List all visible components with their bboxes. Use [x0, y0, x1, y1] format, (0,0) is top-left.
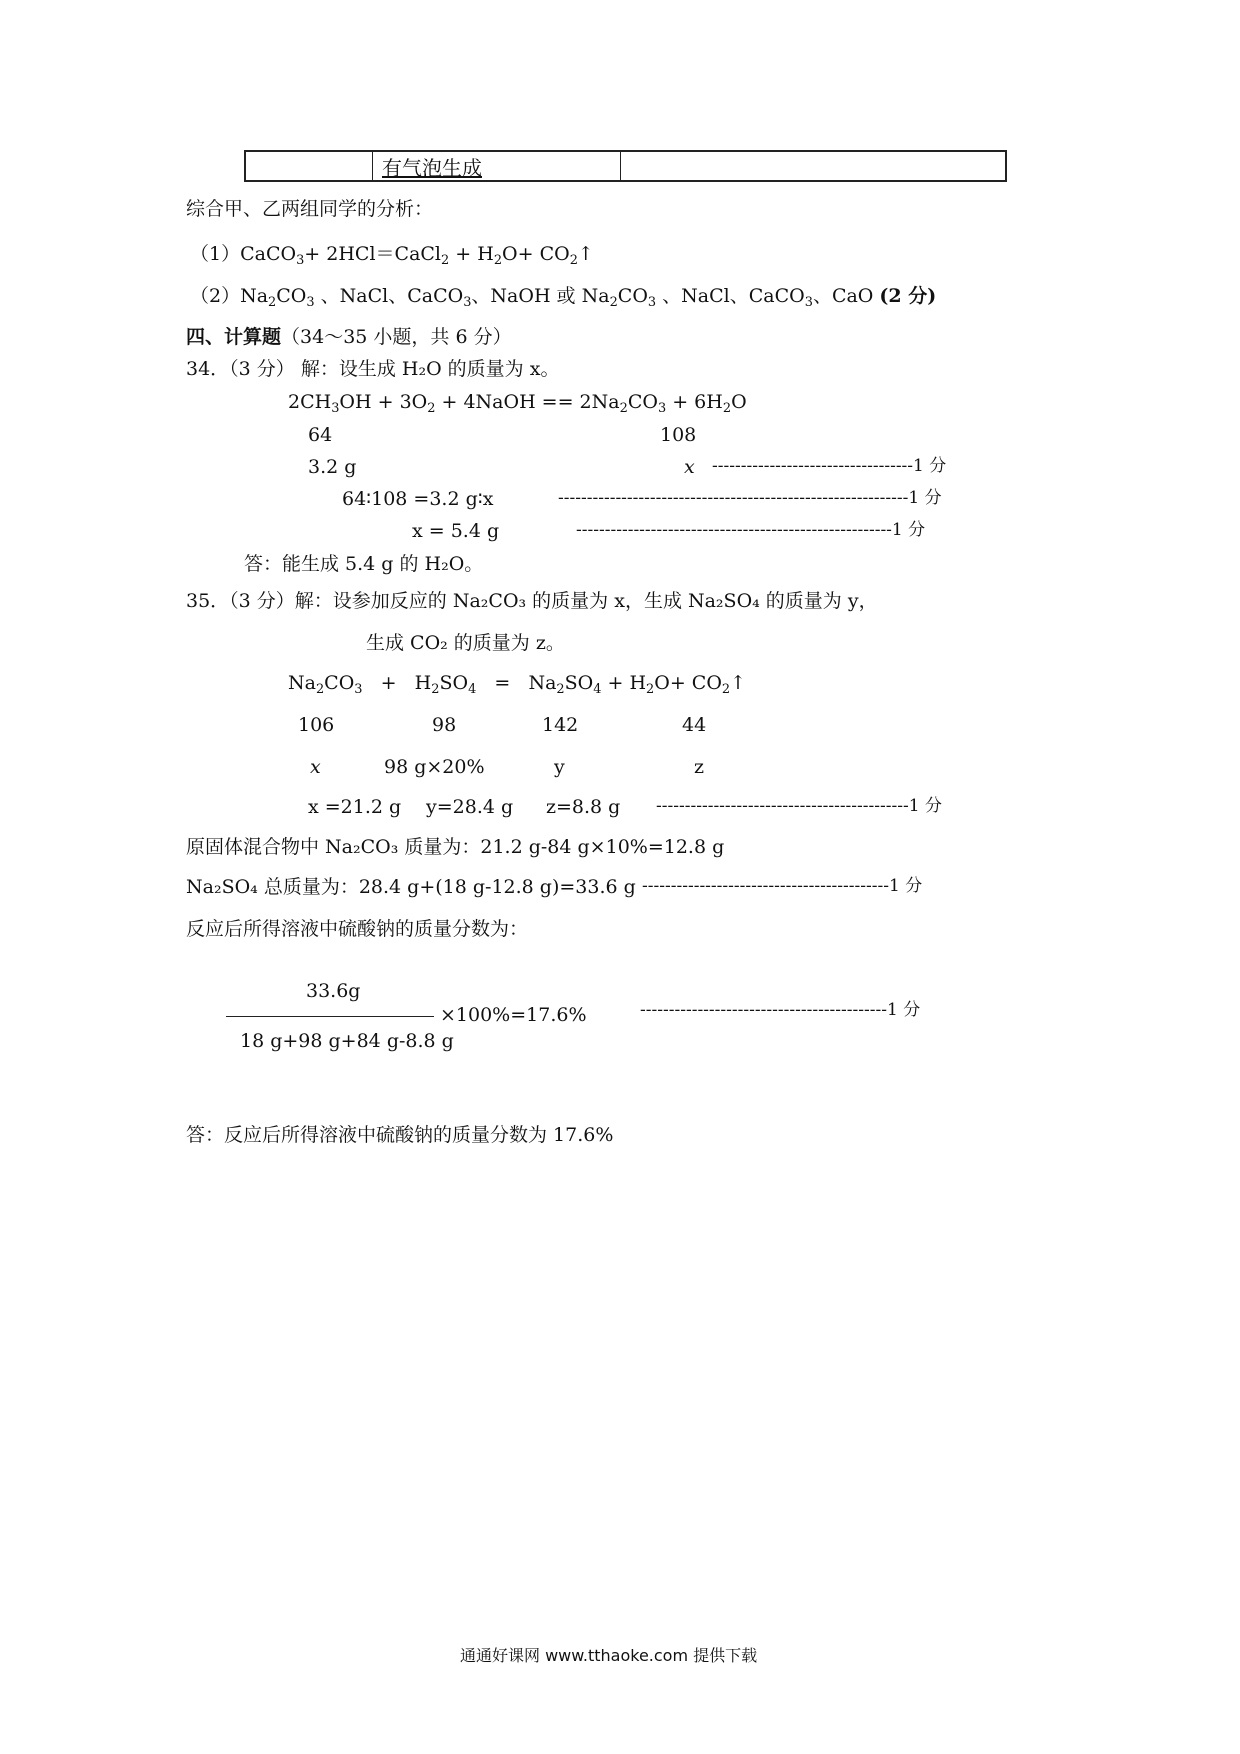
q35-molar-2: 98 — [432, 714, 457, 736]
summary-heading: 综合甲、乙两组同学的分析： — [186, 198, 434, 220]
q35-label: 35．（3 分）解：设参加反应的 Na₂CO₃ 的质量为 x，生成 Na₂SO₄ 的质量为 y， — [186, 590, 878, 612]
q35-value-3: y — [554, 756, 565, 778]
q35-molar-3: 142 — [542, 714, 579, 736]
summary-line-2: $(2)Na_2CO_3$ 、NaCl、CaCO$_3$、NaOH 或 $Na_2CO_3$ 、NaCl、CaCO$_3$、CaO (2 分) — [190, 285, 937, 310]
section-heading: 四、计算题（34～35 小题，共 6 分） — [186, 326, 512, 348]
q35-total-mass: Na₂SO₄ 总质量为：28.4 g+(18 g-12.8 g)=33.6 g — [186, 876, 636, 898]
q35-result-x: x =21.2 g — [308, 796, 402, 818]
table-cell-empty — [246, 152, 373, 180]
q34-ratio: 64∶108 =3.2 g∶x — [342, 488, 494, 510]
q35-equation: $Na_2CO_3$ + $H_2SO_4$ = $Na_2SO_4 + H_2O+$ $CO_2↑$ — [288, 672, 747, 697]
summary-line-1: （1）CaCO$_3$+ 2HCl＝CaCl$_2$ + $H_2O+$ $CO_2↑$ — [190, 243, 594, 268]
q35-score-2: -------------------------------------------1 分 — [642, 876, 923, 896]
q35-fraction-intro: 反应后所得溶液中硫酸钠的质量分数为： — [186, 918, 529, 940]
q35-score-3: -------------------------------------------1 分 — [640, 1000, 921, 1020]
fraction-bar — [226, 1016, 434, 1017]
q34-equation: $2CH_3OH + 3O_2$ + 4NaOH == $2Na_2CO_3 + 6H_2O$ — [288, 391, 747, 416]
q35-numerator: 33.6g — [306, 980, 361, 1002]
table-cell-text: 有气泡生成 — [382, 156, 482, 180]
q35-original-mass: 原固体混合物中 Na₂CO₃ 质量为：21.2 g-84 g×10%=12.8 g — [186, 836, 725, 858]
q35-label-2: 生成 CO₂ 的质量为 z。 — [366, 632, 565, 654]
q34-value-1: 3.2 g — [308, 456, 357, 478]
q35-answer: 答：反应后所得溶液中硫酸钠的质量分数为 17.6% — [186, 1124, 614, 1146]
page-footer: 通通好课网 www.tthaoke.com 提供下载 — [460, 1646, 758, 1665]
q35-denominator: 18 g+98 g+84 g-8.8 g — [240, 1030, 454, 1052]
q35-result-z: z=8.8 g — [546, 796, 621, 818]
q35-result-y: y=28.4 g — [426, 796, 514, 818]
q34-answer: 答：能生成 5.4 g 的 H₂O。 — [244, 553, 484, 575]
q34-score-3: -------------------------------------------------------1 分 — [576, 520, 926, 540]
q35-molar-4: 44 — [682, 714, 707, 736]
q35-value-4: z — [694, 756, 705, 778]
q35-times: ×100%=17.6% — [440, 1004, 587, 1026]
q34-score-1: -----------------------------------1 分 — [712, 456, 947, 476]
result-table-row — [244, 150, 1007, 182]
q34-value-2: x — [684, 456, 695, 478]
q35-value-2: 98 g×20% — [384, 756, 485, 778]
q34-molar-2: 108 — [660, 424, 697, 446]
q35-score-1: --------------------------------------------1 分 — [656, 796, 942, 816]
q34-result: x = 5.4 g — [412, 520, 500, 542]
q34-score-2: -------------------------------------------------------------1 分 — [558, 488, 942, 508]
q35-molar-1: 106 — [298, 714, 335, 736]
table-cell-conclusion — [621, 152, 1005, 180]
q34-label: 34．（3 分） 解：设生成 H₂O 的质量为 x。 — [186, 358, 560, 380]
q35-value-1: x — [310, 756, 321, 778]
q34-molar-1: 64 — [308, 424, 333, 446]
